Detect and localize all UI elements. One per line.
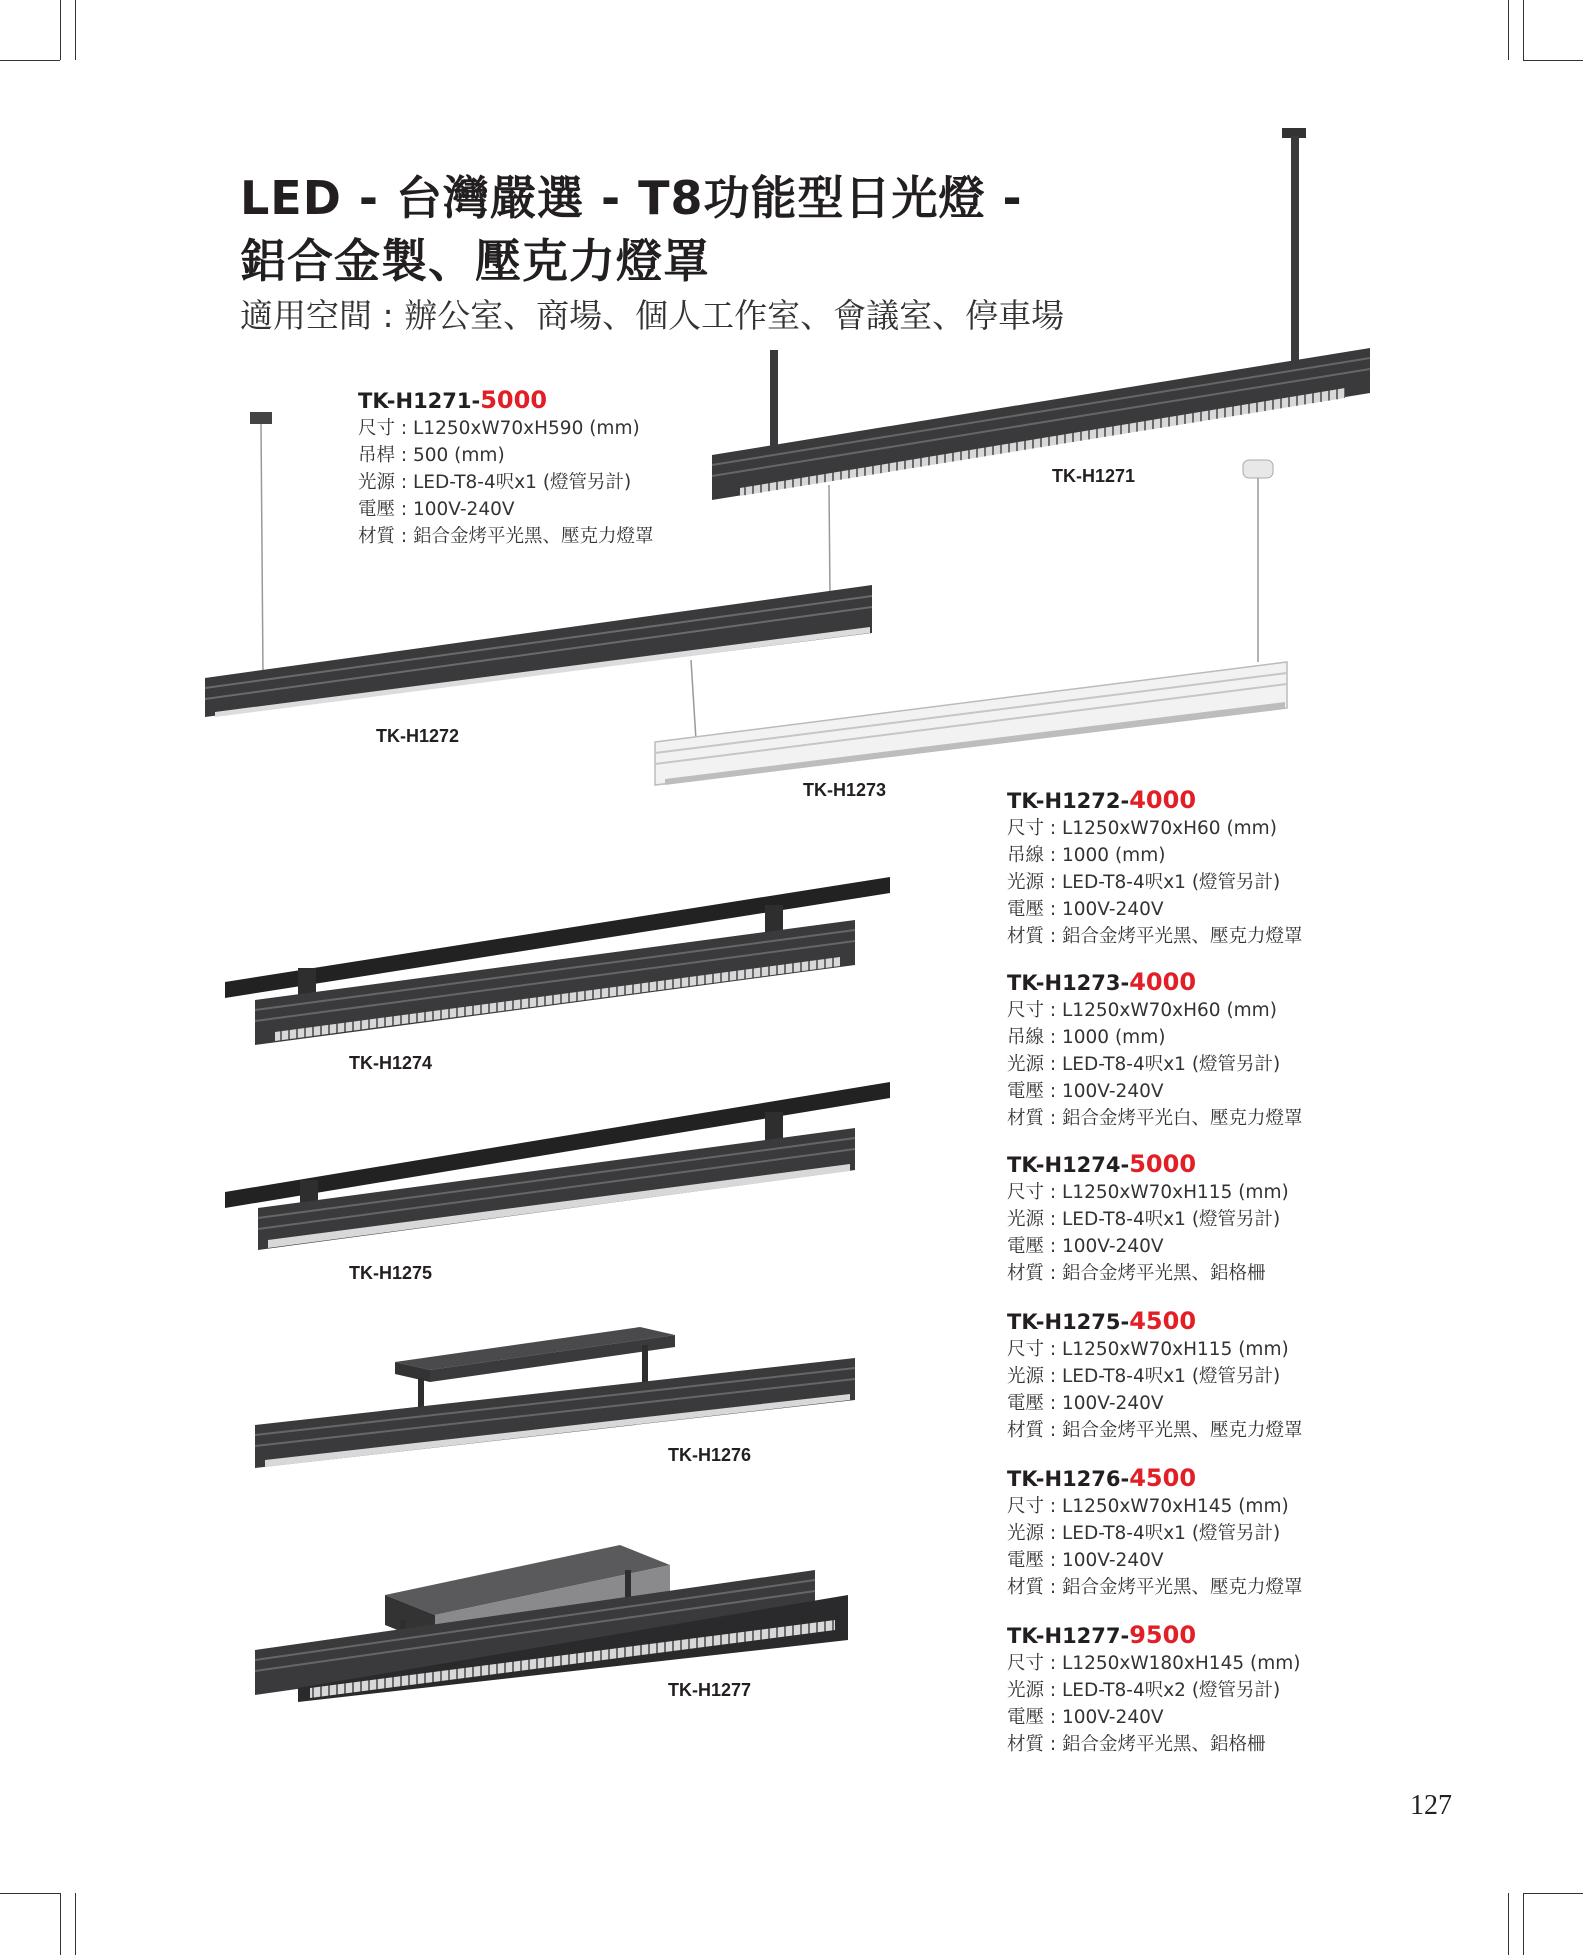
- image-label-tk-h1271: TK-H1271: [1052, 466, 1136, 486]
- fixture-tk-h1274: [225, 877, 890, 1045]
- page-number: 127: [1410, 1790, 1452, 1821]
- spec-line: 吊桿 : 500 (mm): [358, 445, 505, 466]
- spec-line: 電壓 : 100V-240V: [1007, 1236, 1164, 1257]
- page-subtitle: 適用空間 : 辦公室、商場、個人工作室、會議室、停車場: [240, 296, 1065, 335]
- product-code: TK-H1271: [358, 389, 472, 413]
- spec-line: 尺寸 : L1250xW70xH115 (mm): [1007, 1339, 1289, 1360]
- price: 5000: [1129, 1150, 1197, 1178]
- spec-line: 電壓 : 100V-240V: [1007, 1393, 1164, 1414]
- spec-line: 光源 : LED-T8-4呎x1 (燈管另計): [1007, 1054, 1281, 1075]
- price: 4000: [1129, 968, 1197, 996]
- spec-line: 尺寸 : L1250xW70xH590 (mm): [358, 418, 640, 439]
- code-separator: -: [471, 389, 481, 413]
- product-code-heading: [1007, 1149, 1289, 1179]
- image-label-tk-h1274: TK-H1274: [349, 1053, 433, 1073]
- spec-line: 尺寸 : L1250xW180xH145 (mm): [1007, 1653, 1301, 1674]
- spec-line: 電壓 : 100V-240V: [358, 499, 515, 520]
- price: 9500: [1129, 1621, 1197, 1649]
- spec-line: 光源 : LED-T8-4呎x1 (燈管另計): [1007, 872, 1281, 893]
- product-code: TK-H1276: [1007, 1467, 1121, 1491]
- code-separator: -: [1120, 971, 1130, 995]
- code-separator: -: [1120, 1310, 1130, 1334]
- price: 4000: [1129, 786, 1197, 814]
- spec-block-tk-h1277: [1007, 1620, 1300, 1758]
- spec-line: 光源 : LED-T8-4呎x1 (燈管另計): [1007, 1523, 1281, 1544]
- spec-line: 尺寸 : L1250xW70xH115 (mm): [1007, 1182, 1289, 1203]
- image-label-tk-h1276: TK-H1276: [668, 1445, 752, 1465]
- spec-line: 光源 : LED-T8-4呎x1 (燈管另計): [1007, 1209, 1281, 1230]
- spec-line: 電壓 : 100V-240V: [1007, 1550, 1164, 1571]
- code-separator: -: [1120, 1624, 1130, 1648]
- price: 4500: [1129, 1464, 1197, 1492]
- spec-line: 電壓 : 100V-240V: [1007, 1707, 1164, 1728]
- spec-line: 光源 : LED-T8-4呎x1 (燈管另計): [358, 472, 632, 493]
- image-label-tk-h1272: TK-H1272: [376, 726, 460, 746]
- price: 4500: [1129, 1307, 1197, 1335]
- product-code-heading: [1007, 1463, 1303, 1493]
- spec-line: 材質 : 鋁合金烤平光黑、壓克力燈罩: [1007, 1420, 1303, 1441]
- fixture-tk-h1275: [225, 1082, 890, 1250]
- fixture-tk-h1276: [255, 1327, 855, 1468]
- product-code: TK-H1273: [1007, 971, 1121, 995]
- image-label-tk-h1277: TK-H1277: [668, 1680, 752, 1700]
- spec-line: 吊線 : 1000 (mm): [1007, 1027, 1166, 1048]
- spec-line: 光源 : LED-T8-4呎x2 (燈管另計): [1007, 1680, 1281, 1701]
- spec-line: 光源 : LED-T8-4呎x1 (燈管另計): [1007, 1366, 1281, 1387]
- spec-line: 材質 : 鋁合金烤平光白、壓克力燈罩: [1007, 1108, 1303, 1129]
- fixture-tk-h1277: [255, 1545, 848, 1702]
- product-code: TK-H1275: [1007, 1310, 1121, 1334]
- spec-line: 材質 : 鋁合金烤平光黑、鋁格柵: [1007, 1734, 1266, 1755]
- spec-line: 材質 : 鋁合金烤平光黑、壓克力燈罩: [358, 526, 654, 547]
- spec-line: 材質 : 鋁合金烤平光黑、壓克力燈罩: [1007, 926, 1303, 947]
- spec-block-tk-h1275: [1007, 1306, 1303, 1444]
- spec-line: 電壓 : 100V-240V: [1007, 899, 1164, 920]
- page-title-line1: LED - 台灣嚴選 - T8功能型日光燈 -: [240, 171, 1023, 225]
- spec-block-tk-h1274: [1007, 1149, 1289, 1287]
- spec-line: 尺寸 : L1250xW70xH60 (mm): [1007, 818, 1277, 839]
- spec-line: 尺寸 : L1250xW70xH145 (mm): [1007, 1496, 1289, 1517]
- spec-line: 尺寸 : L1250xW70xH60 (mm): [1007, 1000, 1277, 1021]
- spec-line: 材質 : 鋁合金烤平光黑、鋁格柵: [1007, 1263, 1266, 1284]
- spec-line: 電壓 : 100V-240V: [1007, 1081, 1164, 1102]
- spec-line: 吊線 : 1000 (mm): [1007, 845, 1166, 866]
- image-label-tk-h1273: TK-H1273: [803, 780, 887, 800]
- product-code: TK-H1274: [1007, 1153, 1121, 1177]
- spec-block-tk-h1272: [1007, 785, 1303, 950]
- code-separator: -: [1120, 1467, 1130, 1491]
- page-title-line2: 鋁合金製、壓克力燈罩: [240, 234, 710, 288]
- spec-block-tk-h1276: [1007, 1463, 1303, 1601]
- spec-line: 材質 : 鋁合金烤平光黑、壓克力燈罩: [1007, 1577, 1303, 1598]
- product-code: TK-H1272: [1007, 789, 1121, 813]
- image-label-tk-h1275: TK-H1275: [349, 1263, 433, 1283]
- product-code: TK-H1277: [1007, 1624, 1121, 1648]
- code-separator: -: [1120, 789, 1130, 813]
- spec-block-tk-h1273: [1007, 967, 1303, 1132]
- code-separator: -: [1120, 1153, 1130, 1177]
- product-code-heading: [1007, 1620, 1300, 1650]
- product-code-heading: [1007, 1306, 1303, 1336]
- product-code-heading: [358, 385, 654, 415]
- product-code-heading: [1007, 785, 1303, 815]
- product-code-heading: [1007, 967, 1303, 997]
- spec-block-tk-h1271: [358, 385, 654, 550]
- price: 5000: [480, 386, 548, 414]
